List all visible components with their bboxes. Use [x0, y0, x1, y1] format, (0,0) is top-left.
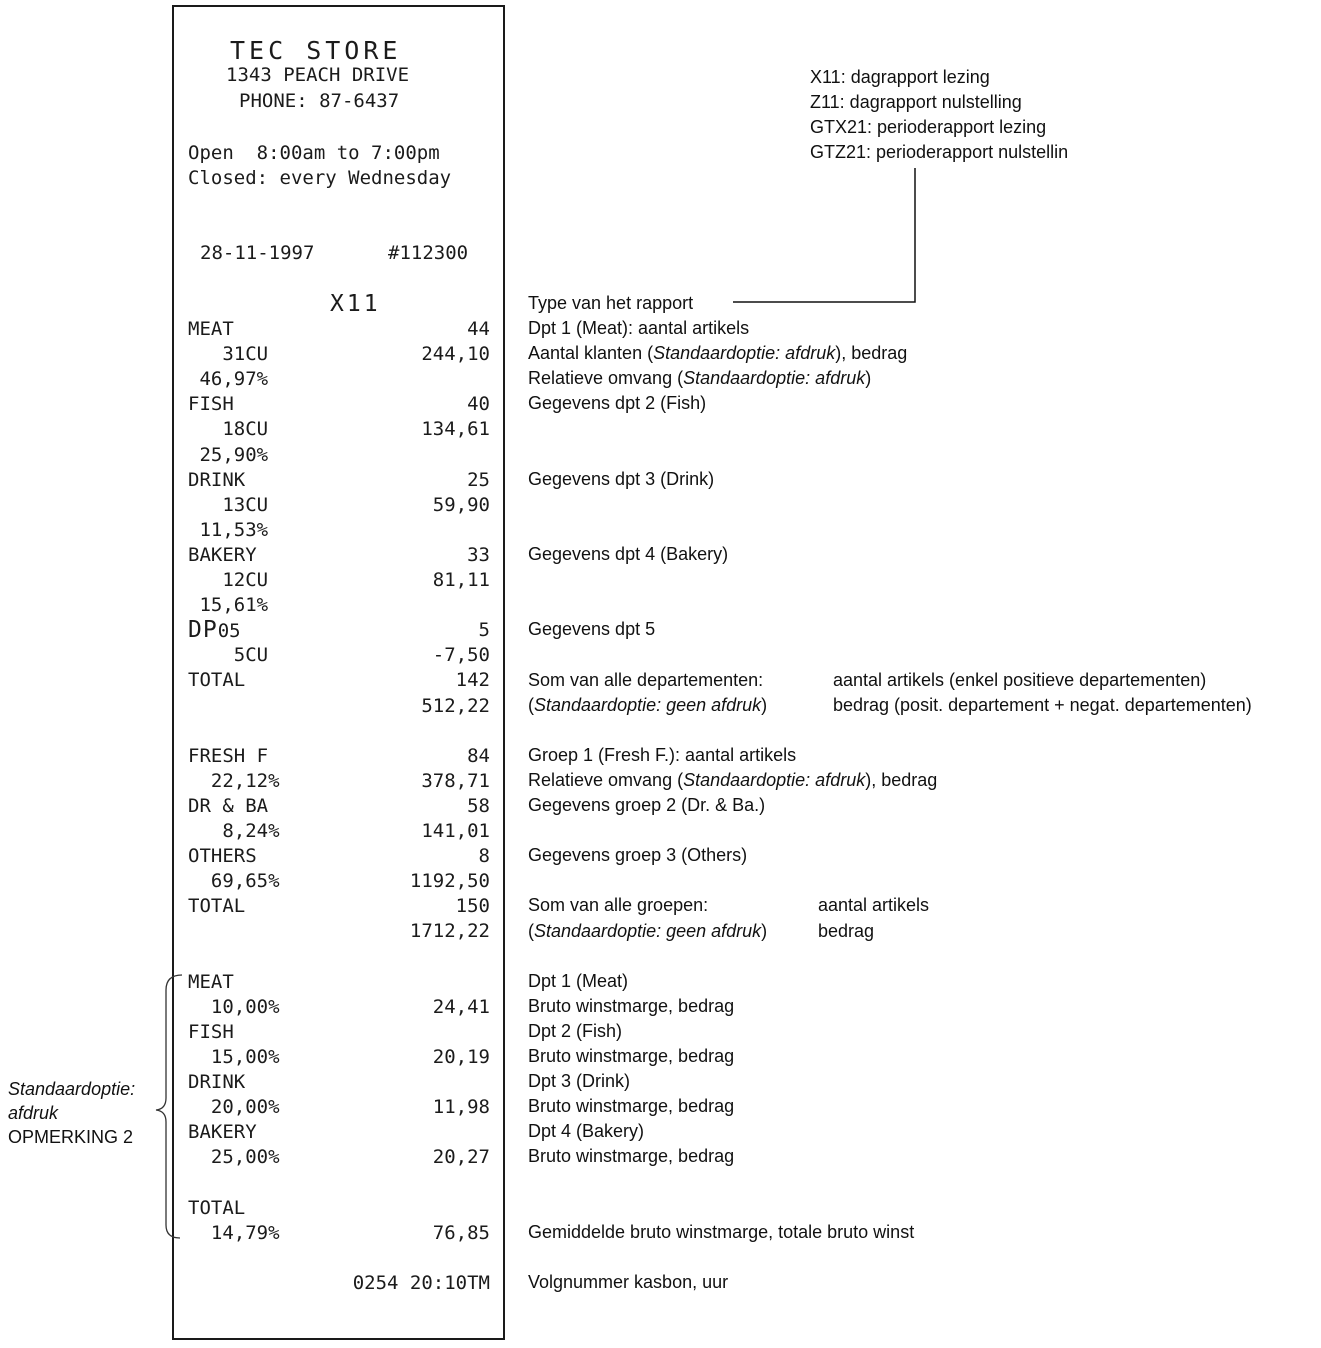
- receipt-line-label: 14,79%: [188, 1221, 280, 1244]
- annotation-text: Bruto winstmarge, bedrag: [528, 995, 735, 1016]
- receipt-date: 28-11-1997: [200, 242, 315, 264]
- department-prefix: DP: [188, 617, 218, 644]
- report-type-connector: [733, 168, 915, 302]
- annotation-text: Som van alle departementen:: [528, 669, 764, 690]
- annotation-text: Gegevens groep 3 (Others): [528, 845, 748, 866]
- annotation-text: Bruto winstmarge, bedrag: [528, 1146, 735, 1167]
- department-number: 05: [217, 620, 241, 643]
- annotation-text: Volgnummer kasbon, uur: [528, 1271, 729, 1292]
- annotation-text: Dpt 4 (Bakery): [528, 1121, 645, 1142]
- receipt-line-label: 10,00%: [188, 995, 280, 1018]
- annotation-text: Dpt 1 (Meat): [528, 970, 629, 991]
- receipt-line-label: FISH: [188, 1020, 234, 1043]
- annotation-text: Groep 1 (Fresh F.): aantal artikels: [528, 744, 797, 765]
- annotation-text: Dpt 1 (Meat): aantal artikels: [528, 318, 750, 339]
- receipt-line-value: 11,98: [432, 1096, 490, 1119]
- annotation-text: Gegevens groep 2 (Dr. & Ba.): [528, 795, 766, 815]
- receipt-line-value: 141,01: [421, 820, 490, 842]
- receipt-line-value: 512,22: [421, 694, 490, 717]
- receipt-line-label: TOTAL: [188, 669, 246, 692]
- receipt-line-label: OTHERS: [188, 845, 257, 868]
- receipt-line-label: 5CU: [188, 644, 269, 667]
- receipt-line-label: BAKERY: [188, 543, 257, 566]
- opening-hours: Open 8:00am to 7:00pm: [188, 142, 440, 164]
- legend-line-4: GTZ21: perioderapport nulstellin: [810, 142, 1069, 162]
- receipt-line-value: 142: [455, 669, 490, 692]
- side-note-print: afdruk: [8, 1103, 59, 1123]
- store-address: 1343 PEACH DRIVE: [226, 64, 410, 86]
- annotation-detail: bedrag (posit. departement + negat. departementen): [833, 694, 1252, 715]
- receipt-line-value: 1192,50: [409, 870, 490, 893]
- annotation-text: Relatieve omvang (Standaardoptie: afdruk), bedrag: [528, 769, 938, 790]
- annotation-text: Gegevens dpt 5: [528, 619, 656, 640]
- side-brace: [156, 975, 182, 1238]
- receipt-line-label: 13CU: [188, 493, 269, 516]
- side-note-remark: OPMERKING 2: [8, 1127, 134, 1147]
- annotation-text: Dpt 2 (Fish): [528, 1020, 623, 1041]
- annotation-text: (Standaardoptie: geen afdruk): [528, 694, 768, 715]
- receipt-line-value: 33: [467, 543, 490, 566]
- receipt-line-value: 44: [467, 318, 490, 340]
- receipt-line-label: DR & BA: [188, 794, 269, 817]
- annotation-detail: aantal artikels: [818, 895, 930, 916]
- receipt-line-label: TOTAL: [188, 895, 246, 918]
- receipt-line-label: FISH: [188, 393, 234, 416]
- annotation-text: Bruto winstmarge, bedrag: [528, 1046, 735, 1066]
- receipt-line-label: 20,00%: [188, 1096, 280, 1119]
- receipt-line-value: 40: [467, 393, 490, 416]
- receipt-line-label: 11,53%: [188, 518, 269, 541]
- annotation-text: Bruto winstmarge, bedrag: [528, 1096, 735, 1117]
- receipt-line-label: 22,12%: [188, 769, 280, 792]
- receipt-line-label: 25,90%: [188, 443, 269, 466]
- receipt-line-value: 5: [478, 619, 490, 642]
- receipt-line-label: DRINK: [188, 1071, 246, 1093]
- receipt-line-value: 0254 20:10TM: [352, 1271, 490, 1294]
- receipt-line-label: 15,61%: [188, 594, 269, 617]
- annotation-text: Gegevens dpt 4 (Bakery): [528, 544, 729, 564]
- receipt-line-label: BAKERY: [188, 1121, 257, 1144]
- annotation-detail: bedrag: [818, 920, 875, 941]
- receipt-line-value: -7,50: [432, 644, 490, 667]
- annotation-text: Aantal klanten (Standaardoptie: afdruk), bedrag: [528, 343, 908, 364]
- receipt-line-label: 69,65%: [188, 870, 280, 893]
- legend-line-2: Z11: dagrapport nulstelling: [810, 92, 1022, 112]
- receipt-line-value: 134,61: [421, 418, 490, 441]
- receipt-line-value: 76,85: [432, 1221, 490, 1244]
- receipt-line-label: TOTAL: [188, 1196, 246, 1219]
- receipt-line-value: 8: [478, 845, 490, 868]
- annotation-text: Dpt 3 (Drink): [528, 1071, 631, 1092]
- store-phone: PHONE: 87-6437: [239, 90, 400, 112]
- receipt-line-label: MEAT: [188, 970, 234, 993]
- receipt-line-value: 20,19: [432, 1045, 490, 1068]
- receipt-line-value: 1712,22: [409, 920, 490, 943]
- annotation-text: Type van het rapport: [528, 293, 694, 313]
- annotation-text: Relatieve omvang (Standaardoptie: afdruk): [528, 368, 872, 389]
- legend-line-3: GTX21: perioderapport lezing: [810, 117, 1047, 137]
- annotation-text: Som van alle groepen:: [528, 895, 709, 916]
- annotation-detail: aantal artikels (enkel positieve departementen): [833, 669, 1207, 690]
- receipt-line-value: 84: [467, 744, 490, 767]
- receipt-line-value: 58: [467, 794, 490, 817]
- closed-day: Closed: every Wednesday: [188, 167, 452, 189]
- annotation-text: Gegevens dpt 2 (Fish): [528, 393, 707, 414]
- receipt-line-value: 20,27: [432, 1146, 490, 1169]
- annotation-text: (Standaardoptie: geen afdruk): [528, 920, 768, 941]
- receipt-line-value: 244,10: [421, 343, 490, 366]
- receipt-number: #112300: [388, 242, 469, 264]
- receipt-line-label: 15,00%: [188, 1045, 280, 1068]
- receipt-line-label: MEAT: [188, 318, 234, 340]
- receipt-line-value: 150: [455, 895, 490, 918]
- receipt-line-value: 59,90: [432, 493, 490, 516]
- receipt-line-label: DRINK: [188, 468, 246, 491]
- receipt-line-label: 8,24%: [188, 820, 280, 842]
- receipt-line-label: 12CU: [188, 569, 269, 591]
- receipt-line-label: 31CU: [188, 343, 269, 366]
- side-note-option: Standaardoptie:: [8, 1079, 136, 1099]
- receipt-line-label: FRESH F: [188, 744, 269, 767]
- receipt-line-value: 378,71: [421, 769, 490, 792]
- legend-line-1: X11: dagrapport lezing: [810, 67, 990, 87]
- annotation-text: Gemiddelde bruto winstmarge, totale bruto winst: [528, 1221, 915, 1242]
- receipt-line-label: 18CU: [188, 418, 269, 441]
- report-type: X11: [330, 291, 381, 317]
- receipt-line-value: 24,41: [432, 995, 490, 1018]
- receipt-line-value: 25: [467, 468, 490, 491]
- receipt-line-label: 25,00%: [188, 1146, 280, 1169]
- receipt-line-label: 46,97%: [188, 368, 269, 391]
- receipt-line-value: 81,11: [432, 569, 490, 591]
- annotation-text: Gegevens dpt 3 (Drink): [528, 468, 715, 489]
- store-name: TEC STORE: [230, 36, 402, 65]
